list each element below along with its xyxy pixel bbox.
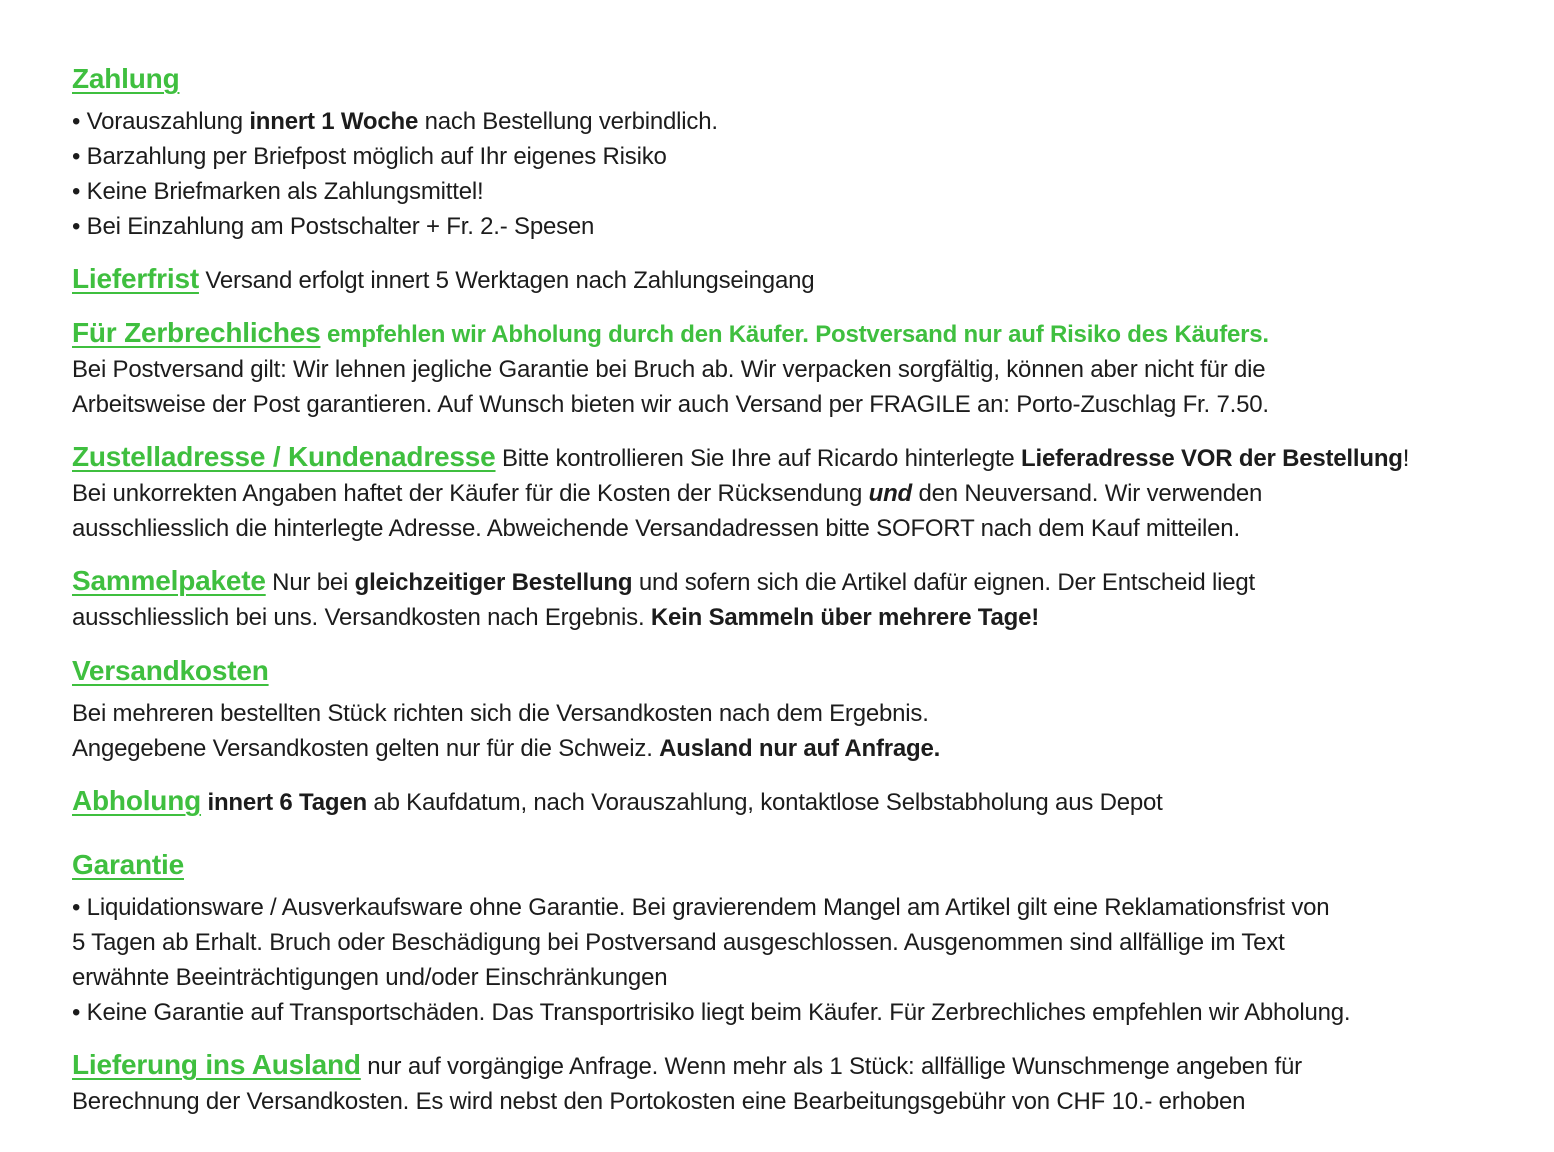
- text-line: [72, 696, 1514, 731]
- text-run: empfehlen wir Abholung durch den Käufer. Postversand nur auf Risiko des Käufers.: [320, 321, 1269, 348]
- text-run: Sammelpakete: [72, 565, 266, 596]
- text-run: Lieferung ins Ausland: [72, 1049, 361, 1080]
- text-run: Für Zerbrechliches: [72, 317, 321, 348]
- text-run: Bei Postversand gilt: Wir lehnen jegliche Garantie bei Bruch ab. Wir verpacken sorgfältig, können aber nicht für die: [72, 356, 1266, 383]
- text-line: [72, 315, 1514, 352]
- text-run: Nur bei: [265, 569, 355, 596]
- text-run: Lieferfrist: [72, 263, 199, 294]
- text-run: Kein Sammeln über mehrere Tage!: [650, 604, 1040, 631]
- text-run: • Liquidationsware / Ausverkaufsware ohne Garantie. Bei gravierendem Mangel am Artikel gilt eine Reklamationsfrist von: [72, 894, 1330, 921]
- text-run: Versand erfolgt innert 5 Werktagen nach Zahlungseingang: [198, 267, 815, 294]
- bullet-item: [72, 890, 1514, 925]
- text-run: 5 Tagen ab Erhalt. Bruch oder Beschädigung bei Postversand ausgeschlossen. Ausgenommen sind allfällige im Text: [72, 929, 1285, 956]
- text-line: [72, 261, 1514, 298]
- text-line: [72, 439, 1514, 476]
- section-zahlung: [72, 60, 1514, 244]
- bullet-item: [72, 104, 1514, 139]
- bullet-item: [72, 139, 1514, 174]
- text-run: nur auf vorgängige Anfrage. Wenn mehr als 1 Stück: allfällige Wunschmenge angeben für: [360, 1053, 1302, 1080]
- text-run: den Neuversand. Wir verwenden: [912, 480, 1263, 507]
- text-line: [72, 925, 1514, 960]
- text-run: und sofern sich die Artikel dafür eignen. Der Entscheid liegt: [632, 569, 1255, 596]
- bullet-item: [72, 174, 1514, 209]
- text-run: nach Bestellung verbindlich.: [418, 108, 718, 135]
- text-run: und: [868, 480, 912, 507]
- text-line: [72, 783, 1514, 820]
- section-zerbrechliches: [72, 315, 1514, 422]
- text-line: [72, 563, 1514, 600]
- bullet-item: [72, 995, 1514, 1030]
- text-run: Bei unkorrekten Angaben haftet der Käufer für die Kosten der Rücksendung: [72, 480, 869, 507]
- text-line: [72, 1047, 1514, 1084]
- text-run: innert 1 Woche: [249, 108, 419, 135]
- text-line: [72, 511, 1514, 546]
- text-run: ausschliesslich die hinterlegte Adresse. Abweichende Versandadressen bitte SOFORT nach dem Kauf mitteilen.: [72, 515, 1240, 542]
- text-run: innert 6 Tagen: [207, 789, 367, 816]
- section-sammelpakete: [72, 563, 1514, 635]
- text-line: [72, 1084, 1514, 1119]
- text-run: erwähnte Beeinträchtigungen und/oder Einschränkungen: [72, 964, 668, 991]
- text-line: [72, 352, 1514, 387]
- text-run: • Barzahlung per Briefpost möglich auf Ihr eigenes Risiko: [72, 143, 667, 170]
- text-run: • Vorauszahlung: [72, 108, 250, 135]
- section-garantie: [72, 846, 1514, 1030]
- text-run: gleichzeitiger Bestellung: [354, 569, 633, 596]
- text-run: Ausland nur auf Anfrage.: [659, 735, 941, 762]
- text-line: [72, 476, 1514, 511]
- text-run: ab Kaufdatum, nach Vorauszahlung, kontaktlose Selbstabholung aus Depot: [366, 789, 1163, 816]
- text-run: Abholung: [72, 785, 202, 816]
- section-heading-garantie: Garantie: [72, 849, 184, 880]
- text-line: [72, 731, 1514, 766]
- section-lieferfrist: [72, 261, 1514, 298]
- text-run: Berechnung der Versandkosten. Es wird nebst den Portokosten eine Bearbeitungsgebühr von CHF 10.- erhoben: [72, 1088, 1246, 1115]
- text-run: • Bei Einzahlung am Postschalter + Fr. 2.- Spesen: [72, 213, 595, 240]
- text-run: Bei mehreren bestellten Stück richten sich die Versandkosten nach dem Ergebnis.: [72, 700, 929, 727]
- text-run: Lieferadresse VOR der Bestellung: [1021, 445, 1403, 472]
- text-line: [72, 387, 1514, 422]
- text-run: ausschliesslich bei uns. Versandkosten nach Ergebnis.: [72, 604, 651, 631]
- text-run: Bitte kontrollieren Sie Ihre auf Ricardo hinterlegte: [495, 445, 1022, 472]
- section-zustelladresse: [72, 439, 1514, 546]
- text-run: Arbeitsweise der Post garantieren. Auf Wunsch bieten wir auch Versand per FRAGILE an: Porto-Zuschlag Fr. 7.50.: [72, 391, 1269, 418]
- bullet-item: [72, 209, 1514, 244]
- section-lieferung-ausland: [72, 1047, 1514, 1119]
- section-versandkosten: [72, 652, 1514, 766]
- section-abholung: [72, 783, 1514, 820]
- text-run: Zustelladresse / Kundenadresse: [72, 441, 496, 472]
- section-heading-versandkosten: Versandkosten: [72, 655, 269, 686]
- text-run: Angegebene Versandkosten gelten nur für die Schweiz.: [72, 735, 660, 762]
- section-heading-zahlung: Zahlung: [72, 63, 180, 94]
- text-run: • Keine Garantie auf Transportschäden. Das Transportrisiko liegt beim Käufer. Für Zerbrechliches empfehlen wir Abholung.: [72, 999, 1351, 1026]
- text-run: • Keine Briefmarken als Zahlungsmittel!: [72, 178, 484, 205]
- text-line: [72, 600, 1514, 635]
- text-line: [72, 960, 1514, 995]
- text-run: !: [1402, 445, 1410, 472]
